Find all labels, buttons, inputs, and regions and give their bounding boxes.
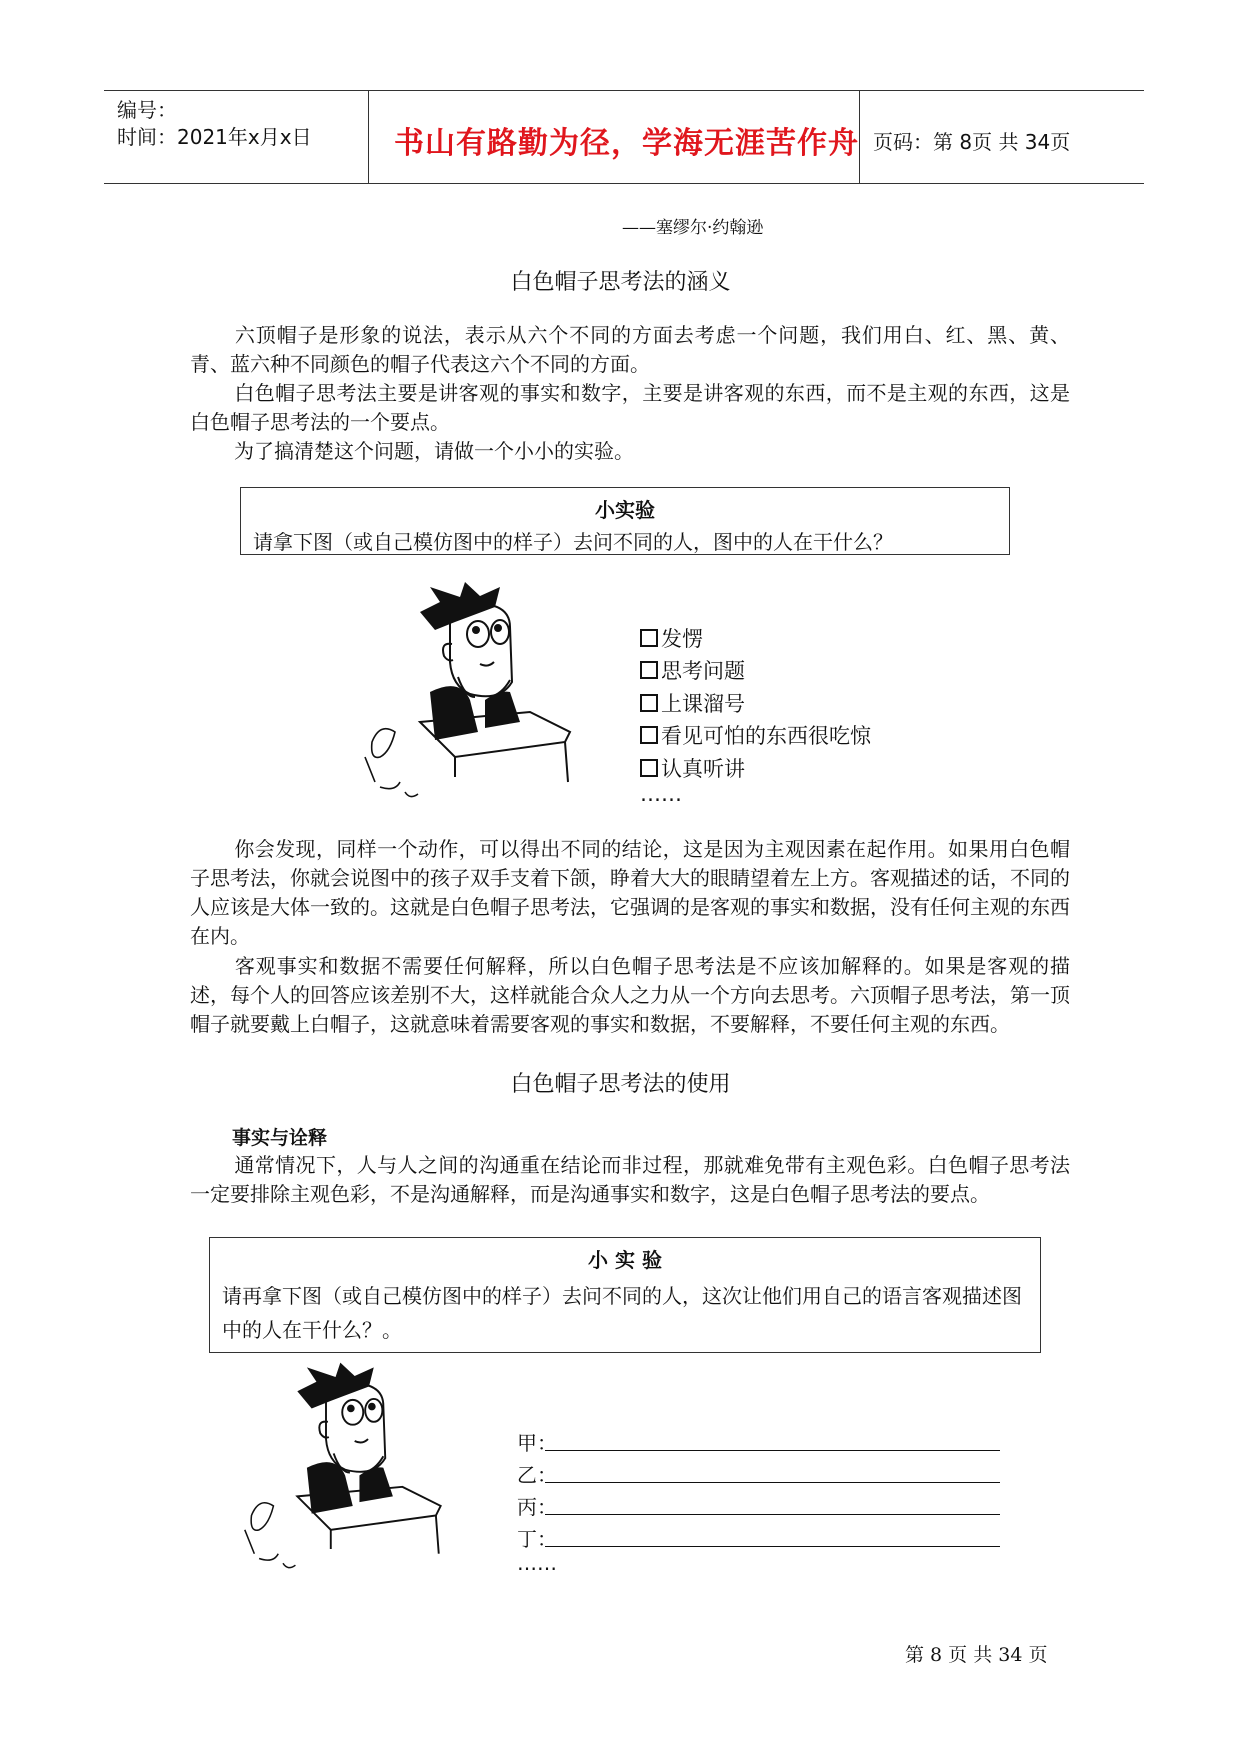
option-item	[640, 688, 745, 718]
quote-author: ——塞缪尔·约翰逊	[622, 218, 764, 238]
checkbox-icon[interactable]	[640, 759, 658, 777]
response-line-yi[interactable]	[545, 1482, 1000, 1483]
option-label: 发愣	[661, 627, 703, 651]
option-label: 上课溜号	[661, 692, 745, 716]
time-label: 时间：2021年x月x日	[117, 125, 312, 149]
header-divider-left	[368, 90, 369, 184]
section1-para3-text: 为了搞清楚这个问题，请做一个小小的实验。	[234, 439, 634, 463]
section1-para3	[190, 437, 1070, 466]
para4	[190, 835, 1070, 951]
header-divider-right	[859, 90, 860, 184]
section1-title: 白色帽子思考法的涵义	[510, 270, 731, 295]
para5-text: 客观事实和数据不需要任何解释，所以白色帽子思考法是不应该加解释的。如果是客观的描述，每个人的回答应该差别不大，这样就能合众人之力从一个方向去思考。六顶帽子思考法，第一顶帽子就要戴上白帽子，这就意味着需要客观的事实和数据，不要解释，不要任何主观的东西。	[190, 954, 1070, 1036]
section1-para1	[190, 321, 1070, 379]
option-item	[640, 623, 703, 653]
option-label: 认真听讲	[661, 757, 745, 781]
header-top-rule	[104, 90, 1144, 91]
para4-text: 你会发现，同样一个动作，可以得出不同的结论，这是因为主观因素在起作用。如果用白色帽子思考法，你就会说图中的孩子双手支着下颌，睁着大大的眼睛望着左上方。客观描述的话，不同的人应该是大体一致的。这就是白色帽子思考法，它强调的是客观的事实和数据，没有任何主观的东西在内。	[190, 837, 1070, 948]
experiment2-box	[209, 1237, 1041, 1353]
experiment1-text: 请拿下图（或自己模仿图中的样子）去问不同的人，图中的人在干什么？	[253, 530, 893, 554]
page-footer: 第 8 页 共 34 页	[905, 1644, 1048, 1666]
thinking-boy-illustration-2	[240, 1360, 455, 1585]
section2-para	[190, 1151, 1070, 1209]
checkbox-icon[interactable]	[640, 629, 658, 647]
option-label: 思考问题	[661, 659, 745, 683]
response-line-bing[interactable]	[545, 1514, 1000, 1515]
serial-label: 编号：	[117, 98, 177, 122]
section2-para-text: 通常情况下，人与人之间的沟通重在结论而非过程，那就难免带有主观色彩。白色帽子思考法一定要排除主观色彩，不是沟通解释，而是沟通事实和数字，这是白色帽子思考法的要点。	[190, 1153, 1070, 1206]
section2-subtitle: 事实与诠释	[232, 1127, 328, 1149]
section1-para2-text: 白色帽子思考法主要是讲客观的事实和数字，主要是讲客观的东西，而不是主观的东西，这是白色帽子思考法的一个要点。	[190, 381, 1070, 434]
section2-title: 白色帽子思考法的使用	[510, 1072, 731, 1097]
checkbox-icon[interactable]	[640, 661, 658, 679]
thinking-boy-illustration	[360, 582, 585, 812]
checkbox-icon[interactable]	[640, 726, 658, 744]
section1-para2	[190, 379, 1070, 437]
para5	[190, 952, 1070, 1039]
experiment1-title: 小实验	[595, 498, 655, 522]
response-label-jia: 甲：	[517, 1431, 557, 1455]
experiment1-box	[240, 487, 1010, 555]
response-line-jia[interactable]	[545, 1450, 1000, 1451]
header-bottom-rule	[104, 183, 1144, 184]
response-line-ding[interactable]	[545, 1546, 1000, 1547]
responses-ellipsis: ……	[517, 1551, 557, 1575]
checkbox-icon[interactable]	[640, 694, 658, 712]
section1-para1-text: 六顶帽子是形象的说法，表示从六个不同的方面去考虑一个问题，我们用白、红、黑、黄、青、蓝六种不同颜色的帽子代表这六个不同的方面。	[190, 323, 1070, 376]
experiment2-title: 小 实 验	[588, 1248, 662, 1272]
experiment2-text: 请再拿下图（或自己模仿图中的样子）去问不同的人，这次让他们用自己的语言客观描述图中的人在干什么？。	[222, 1284, 1022, 1342]
options-ellipsis: ……	[640, 782, 682, 806]
response-label-yi: 乙：	[517, 1463, 557, 1487]
response-label-ding: 丁：	[517, 1527, 557, 1551]
header-motto: 书山有路勤为径，学海无涯苦作舟	[394, 126, 859, 161]
option-item	[640, 655, 745, 685]
option-label: 看见可怕的东西很吃惊	[661, 724, 871, 748]
header-page-label: 页码：第 8页 共 34页	[873, 130, 1071, 154]
option-item	[640, 720, 871, 750]
response-label-bing: 丙：	[517, 1495, 557, 1519]
option-item	[640, 753, 745, 783]
